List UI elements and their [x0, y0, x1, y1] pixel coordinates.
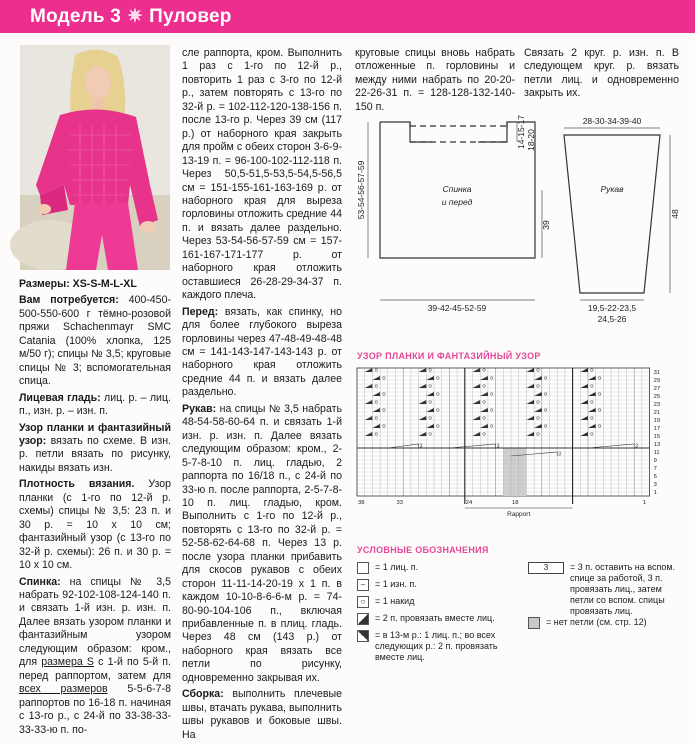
finishing-text: Связать 2 круг. р. изн. п. В следующем круг. р. вязать петли лиц. и одновременно закрыть их. [524, 47, 679, 100]
chart-row-number: 5 [653, 474, 657, 480]
sleeve-bottom-2: 24,5-26 [597, 314, 627, 324]
sizes-line: Размеры: XS-S-M-L-XL [19, 278, 137, 290]
stockinette-title: Лицевая гладь: [19, 391, 101, 404]
model-photo [20, 45, 170, 270]
front-paragraph [182, 306, 342, 400]
back-title: Спинка: [19, 575, 61, 588]
model-illustration [20, 45, 170, 270]
front-title: Перед: [182, 305, 219, 318]
chart-row-number: 9 [653, 458, 657, 464]
chart-row-number: 23 [653, 402, 661, 408]
instructions-column-1 [19, 278, 171, 740]
back-text-2: с 1-й по 5-й п. перед раппортом, затем для [19, 656, 171, 682]
knitting-chart [352, 364, 682, 518]
page-title [30, 5, 232, 28]
pattern-paragraph [19, 422, 171, 476]
yarnover-symbol-icon: ○ [357, 596, 369, 608]
no-loop-symbol-icon [528, 617, 540, 629]
legend-row13-text: = в 13-м р.: 1 лиц. п.; во всех следующих р.: 2 п. провязать вместе лиц. [375, 630, 498, 662]
sleeve-title: Рукав: [182, 402, 217, 415]
chart-column-number: 1 [642, 500, 647, 506]
sleeve-outline [564, 135, 660, 293]
gauge-paragraph [19, 478, 171, 572]
chart-row-number: 19 [653, 418, 661, 424]
legend-noloop-text: = нет петли (см. стр. 12) [546, 617, 647, 627]
gauge-title: Плотность вязания. [19, 478, 135, 491]
back-continued: сле раппорта, кром. Выполнить 1 раз с 1-го по 12-й р., повторить 1 раз с 3-го по 12-й р., затем повторять с 13-го по 32-й р. = 102-112-120-138-156 п. после 13-го р. Через 39 см (117 р.) от наборного края закрыть для пройм с обеих сторон 3-6-9-13-19 п. = 96-100-102-112-118 п. Через 50,5-51,5-53,5-54,5-56,5 см = 151-155-161-163-169 р. от наборного края для выреза горловины отложить средние 44 п. и вязать далее раздельно. Через 53-54-56-57-59 см = 157-161-167-171-177 р. от наборного края отложить оставшиеся 26-28-29-34-37 п. каждого плеча. [182, 47, 342, 302]
chart-row-number: 27 [653, 386, 661, 392]
assembly-text: выполнить плечевые швы, втачать рукава, выполнить швы рукавов и боковые швы. На [182, 688, 342, 741]
chart-row-number: 17 [653, 426, 661, 432]
legend-item-yarnover [357, 596, 517, 608]
cable-count: 3 [496, 443, 500, 450]
neck-depth-1: 14-15-17 [516, 114, 526, 150]
body-height: 53-54-56-57-59 [356, 160, 366, 220]
chart-row-number: 13 [653, 442, 661, 448]
legend-item-knit [357, 562, 517, 574]
front-text: вязать, как спинку, но для более глубокого выреза горловины через 47-48-49-48-48 см = 141-143-147-143-143 р. от наборного края отложить средние 44 п. и вязать далее раздельно. [182, 305, 342, 399]
page-header [0, 0, 695, 33]
cable-count: 3 [419, 443, 423, 450]
sleeve-paragraph [182, 403, 342, 686]
cable-symbol-icon: 3 [528, 562, 564, 574]
sleeve-height: 48 [670, 209, 680, 219]
row13-symbol-icon [357, 630, 369, 642]
legend-yarnover-text: = 1 накид [375, 596, 415, 606]
back-text-3: 5-5-6-7-8 раппортов по 16-18 п. начиная с 13-го р., с 24-й по 33-38-33-33-33-ю п. по- [19, 683, 171, 736]
chart-row-number: 11 [653, 450, 660, 456]
chart-row-number: 25 [653, 394, 661, 400]
legend-cable-text: = 3 п. оставить на вспом. спице за работой, 3 п. провязать лиц., затем петли со вспом. спицы провязать лиц. [570, 562, 676, 616]
sleeve-label: Рукав [600, 184, 624, 194]
instructions-column-3 [355, 47, 515, 117]
legend-purl-text: = 1 изн. п. [375, 579, 417, 589]
back-text-1: на спицы № 3,5 набрать 92-102-108-124-140 п. и связать 1-й изн. р. изн. п. Далее вязать узором планки и фантазийным узором следующим образом: кром., для [19, 575, 172, 669]
pattern-text: вязать по схеме. В изн. р. петли вязать по рисунку, накиды вязать изн. [19, 434, 171, 474]
k2tog-symbol-icon [357, 613, 369, 625]
body-width: 39-42-45-52-59 [427, 303, 487, 313]
back-all-sizes: всех размеров [19, 683, 108, 696]
star-icon: ✷ [127, 6, 144, 27]
sleeve-text: на спицы № 3,5 набрать 48-54-58-60-64 п. и связать 1-й изн. р. изн. п. Далее вязать следующим образом: кром., 2-5-7-8-10 п. лиц. гладью, 2 раппорта по 16/18 п., с 24-й по 33-ю п. после раппорта, 2-5-7-8-10 п. лиц. гладью, кром. Выполнить с 1-го по 12-й р., повторять с 13-го по 32-й р. = 52-58-62-64-68 п. Через 13 р. после узора планки прибавить для скосов рукавов с обеих сторон 11-11-14-20-19 х 1 п. в каждом 10-10-8-6-6-м р. = 74-80-90-104-106 п., включая прибавленные п. в плиц. гладь. Через 48 см (143 р.) от наборного края вязать все петли по рисунку, одновременно закрывая их. [182, 402, 342, 684]
materials-paragraph [19, 294, 171, 388]
instructions-column-2 [182, 47, 342, 745]
rapport-label: Rapport [507, 511, 531, 518]
legend-item-cable [528, 562, 683, 617]
chart-row-number: 31 [653, 370, 661, 376]
armhole-height: 39 [541, 220, 551, 230]
chart-column-number: 33 [396, 500, 403, 506]
garment-name: Пуловер [149, 6, 232, 27]
pattern-title: Узор планки и фантазийный узор: [19, 421, 171, 447]
legend-k2tog-text: = 2 п. провязать вместе лиц. [375, 613, 495, 623]
back-size-s: размера S [41, 656, 94, 669]
chart-row-number: 21 [653, 410, 661, 416]
instructions-column-4 [524, 47, 679, 104]
chart-row-number: 15 [653, 434, 661, 440]
body-label-2: и перед [441, 197, 473, 207]
chart-column-number: 18 [512, 500, 519, 506]
stockinette-text: лиц. р. – лиц. п., изн. р. – изн. п. [19, 391, 171, 418]
stockinette-paragraph [19, 392, 171, 419]
chart-row-number: 3 [653, 482, 657, 488]
purl-symbol-icon: – [357, 579, 369, 591]
back-paragraph [19, 576, 171, 737]
chart-column-number: 24 [465, 500, 473, 506]
cable-count: 3 [635, 443, 638, 450]
legend-item-k2tog [357, 613, 517, 625]
body-label-1: Спинка [442, 184, 472, 194]
legend-item-row13 [357, 630, 517, 663]
legend-item-noloop [528, 617, 683, 629]
chart-column-number: 38 [358, 500, 365, 506]
chart-row-number: 29 [653, 378, 661, 384]
assembly-title: Сборка: [182, 688, 224, 701]
legend-title: УСЛОВНЫЕ ОБОЗНАЧЕНИЯ [357, 545, 489, 555]
sleeve-top-width: 28-30-34-39-40 [582, 116, 642, 126]
neckband-text: круговые спицы вновь набрать отложенные п. горловины и между ними набрать по 20-20-22-26-31 п. = 128-128-132-140-150 п. [355, 47, 515, 113]
assembly-paragraph [182, 688, 342, 742]
schematic-diagram [352, 110, 687, 332]
gauge-text: Узор планки (с 1-го по 12-й р. схемы) спицы № 3,5: 23 п. и 30 р. = 10 х 10 см; фантазийный узор (с 13-го по 32-й р. схемы): 26 п. и 30 р. = 10 х 10 см. [19, 478, 171, 572]
chart-row-number: 1 [653, 490, 657, 496]
chart-title: УЗОР ПЛАНКИ И ФАНТАЗИЙНЫЙ УЗОР [357, 351, 541, 361]
model-number: Модель 3 [30, 6, 122, 27]
materials-text: 400-450-500-550-600 г тёмно-розовой пряжи Schachenmayr SMC Catania (100% хлопка, 125 м/50 г); спицы № 3,5; круговые спицы № 3; вспомогательная спица. [19, 294, 171, 388]
knit-symbol-icon [357, 562, 369, 574]
cable-count: 3 [558, 451, 561, 458]
legend-item-purl [357, 579, 517, 591]
chart-row-number: 7 [653, 466, 657, 472]
sleeve-bottom-1: 19,5-22-23,5 [587, 303, 637, 313]
materials-title: Вам потребуется: [19, 294, 119, 307]
neck-depth-2: 18-20 [526, 129, 536, 151]
legend-knit-text: = 1 лиц. п. [375, 562, 419, 572]
